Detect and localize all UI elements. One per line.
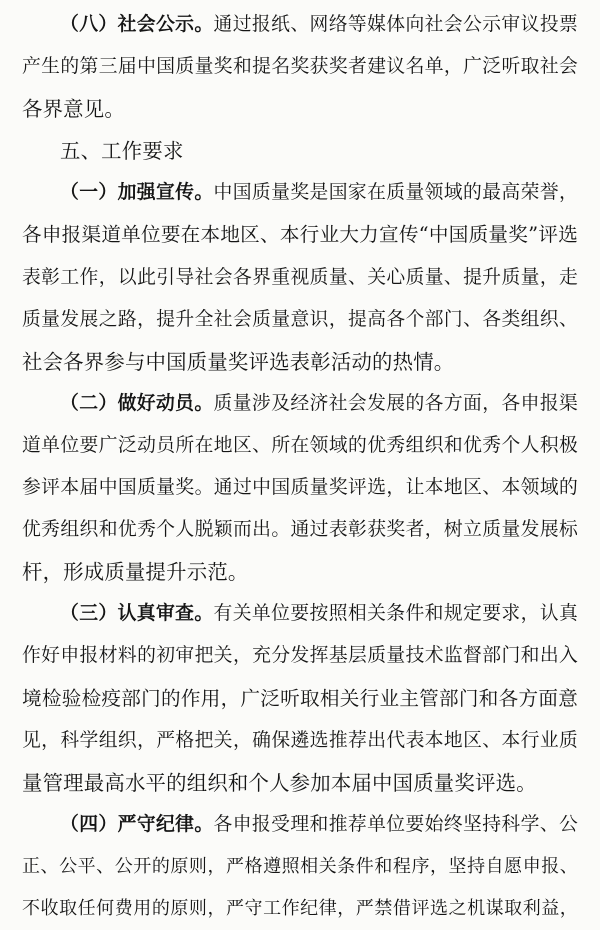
paragraph-text: 质量涉及经济社会发展的各方面，各申报渠 [213, 392, 578, 414]
paragraph-line [22, 172, 578, 214]
paragraph-line: 各界意见。 [22, 97, 125, 122]
paragraph-line: 量管理最高水平的组织和个人参加本届中国质量奖评选。 [22, 770, 537, 795]
paragraph-text: 各申报受理和推荐单位要始终坚持科学、公 [213, 813, 578, 835]
paragraph-line: 表彰工作，以此引导社会各界重视质量、关心质量、提升质量，走 [22, 266, 578, 288]
paragraph-heading: （一）加强宣传。 [60, 182, 214, 204]
paragraph-line: 社会各界参与中国质量奖评选表彰活动的热情。 [22, 349, 455, 374]
paragraph-heading: （三）认真审查。 [60, 603, 214, 625]
paragraph-line: 道单位要广泛动员所在地区、所在领域的优秀组织和优秀个人积极 [22, 434, 578, 456]
section-title: 五、工作要求 [60, 139, 184, 164]
paragraph-line: 杆，形成质量提升示范。 [22, 560, 249, 585]
paragraph-line [22, 383, 578, 425]
paragraph-line: 质量发展之路，提升全社会质量意识，提高各个部门、各类组织、 [22, 308, 578, 330]
paragraph-text: 中国质量奖是国家在质量领域的最高荣誉， [213, 182, 578, 204]
paragraph-line [22, 804, 578, 846]
paragraph-text: 有关单位要按照相关条件和规定要求，认真 [213, 603, 578, 625]
paragraph-line: 优秀组织和优秀个人脱颖而出。通过表彰获奖者，树立质量发展标 [22, 519, 578, 541]
paragraph-line [22, 593, 578, 635]
paragraph-line: 各申报渠道单位要在本地区、本行业大力宣传“中国质量奖”评选 [22, 223, 578, 247]
paragraph-line: 不收取任何费用的原则，严守工作纪律，严禁借评选之机谋取利益， [22, 897, 578, 919]
paragraph-heading: （八）社会公示。 [60, 14, 214, 35]
paragraph-line: 作好申报材料的初审把关，充分发挥基层质量技术监督部门和出入 [22, 645, 578, 667]
paragraph-line: 见，科学组织，严格把关，确保遴选推荐出代表本地区、本行业质 [22, 729, 578, 751]
paragraph-heading: （二）做好动员。 [60, 392, 214, 414]
paragraph-text: 通过报纸、网络等媒体向社会公示审议投票 [213, 14, 578, 35]
paragraph-line: 产生的第三届中国质量奖和提名奖获奖者建议名单，广泛听取社会 [22, 56, 578, 78]
paragraph-line [22, 4, 578, 46]
paragraph-heading: （四）严守纪律。 [60, 813, 214, 835]
paragraph-line: 正、公平、公开的原则，严格遵照相关条件和程序，坚持自愿申报、 [22, 855, 578, 877]
paragraph-line: 参评本届中国质量奖。通过中国质量奖评选，让本地区、本领域的 [22, 477, 578, 499]
paragraph-line: 境检验检疫部门的作用，广泛听取相关行业主管部门和各方面意 [22, 686, 578, 710]
